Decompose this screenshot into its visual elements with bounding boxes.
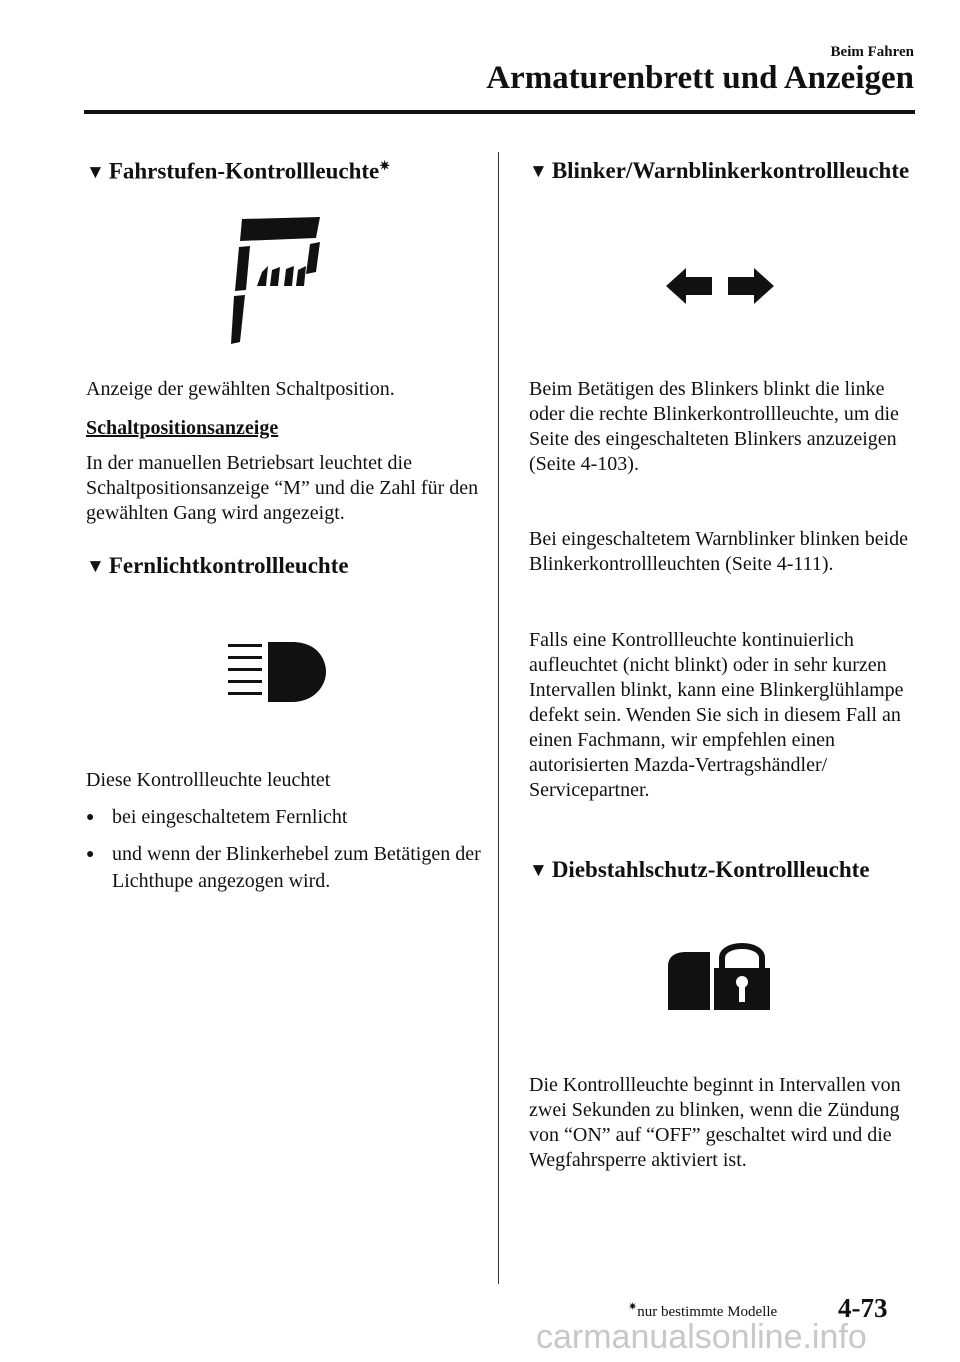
column-divider <box>498 152 499 1284</box>
body-text: Diese Kontrollleuchte leuchtet <box>86 769 331 791</box>
list-item: ● bei eingeschaltetem Fernlicht <box>86 806 348 828</box>
star-icon: ✷ <box>379 158 391 173</box>
section-title: Blinker/Warnblinkerkontrollleuchte <box>551 158 910 183</box>
body-text: Falls eine Kontrollleuchte kontinuierlich aufleuchtet (nicht blinkt) oder in sehr kurzen Intervallen blinkt, kann eine Blinkerglühlampe defekt sein. Wenden Sie sich in diesem Fall an einen Fachmann, wir empfehlen einen autorisierten Mazda-Vertragshändler/ Servicepartner. <box>529 629 904 801</box>
section-triangle-icon: ▼ <box>529 161 548 182</box>
security-lock-icon <box>666 938 772 1012</box>
section-triangle-icon: ▼ <box>86 161 105 183</box>
body-text: Bei eingeschaltetem Warnblinker blinken beide Blinkerkontrollleuchten (Seite 4-111). <box>529 528 909 575</box>
page-number: 4-73 <box>838 1293 888 1323</box>
body-text: Die Kontrollleuchte beginnt in Intervallen von zwei Sekunden zu blinken, wenn die Zündung von “ON” auf “OFF” geschaltet wird und die Wegfahrsperre aktiviert ist. <box>529 1074 901 1171</box>
section-heading-fahrstufen <box>86 158 390 185</box>
subheading: Schaltpositionsanzeige <box>86 417 279 439</box>
section-triangle-icon: ▼ <box>86 556 105 577</box>
section-title: Diebstahlschutz-Kontrollleuchte <box>551 857 870 882</box>
section-heading-fernlicht <box>86 553 349 579</box>
turn-signal-arrows-icon <box>664 266 776 306</box>
section-heading-blinker <box>529 158 909 184</box>
section-heading-diebstahlschutz <box>529 857 870 883</box>
watermark: carmanualsonline.info <box>536 1318 867 1356</box>
high-beam-icon <box>226 640 326 704</box>
body-text: Anzeige der gewählten Schaltposition. <box>86 378 395 400</box>
body-text: Beim Betätigen des Blinkers blinkt die linke oder die rechte Blinkerkontrollleuchte, um die Seite des eingeschalteten Blinkers anzuzeigen (Seite 4-103). <box>529 378 899 475</box>
section-title: Fernlichtkontrollleuchte <box>108 553 349 578</box>
footnote: ✷nur bestimmte Modelle <box>628 1301 778 1320</box>
star-icon: ✷ <box>628 1301 638 1313</box>
gear-position-indicator-icon <box>228 214 324 348</box>
body-text: In der manuellen Betriebsart leuchtet die Schaltpositionsanzeige “M” und die Zahl für den gewählten Gang wird angezeigt. <box>86 452 479 524</box>
section-title: Fahrstufen-Kontrollleuchte <box>108 158 380 184</box>
header-rule <box>84 110 915 114</box>
list-item: ● und wenn der Blinkerhebel zum Betätigen der Lichthupe angezogen wird. <box>86 843 481 892</box>
running-header-section: Beim Fahren <box>830 44 914 60</box>
section-triangle-icon: ▼ <box>529 860 548 881</box>
page-title: Armaturenbrett und Anzeigen <box>486 60 914 96</box>
